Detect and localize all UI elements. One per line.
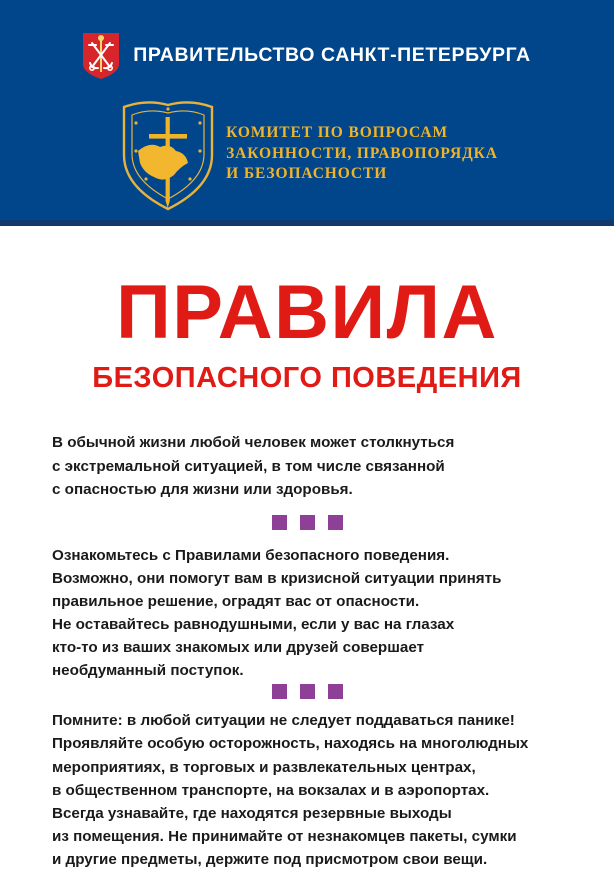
committee-line-2: ЗАКОННОСТИ, ПРАВОПОРЯДКА xyxy=(226,144,498,162)
committee-shield-emblem-icon xyxy=(116,95,220,213)
committee-line-1: КОМИТЕТ ПО ВОПРОСАМ xyxy=(226,124,448,142)
paragraph-vigilance-line-2: Проявляйте особую осторожность, находясь на многолюдных xyxy=(52,735,529,753)
government-title: ПРАВИТЕЛЬСТВО САНКТ-ПЕТЕРБУРГА xyxy=(133,44,531,67)
paragraph-rules-line-1: Ознакомьтесь с Правилами безопасного поведения. xyxy=(52,546,450,564)
divider-square xyxy=(300,684,315,699)
body-area xyxy=(0,431,614,871)
paragraph-rules-line-6: необдуманный поступок. xyxy=(52,662,244,680)
committee-row xyxy=(0,95,614,213)
paragraph-rules xyxy=(52,544,562,683)
divider-square xyxy=(300,515,315,530)
paragraph-vigilance-line-5: Всегда узнавайте, где находятся резервные выходы xyxy=(52,804,452,822)
divider-square xyxy=(328,684,343,699)
committee-line-3: И БЕЗОПАСНОСТИ xyxy=(226,165,388,183)
divider-square xyxy=(272,684,287,699)
paragraph-intro xyxy=(52,431,562,500)
divider-one xyxy=(52,515,562,530)
paragraph-intro-line-3: с опасностью для жизни или здоровья. xyxy=(52,480,353,498)
title-block xyxy=(0,270,614,395)
paragraph-rules-line-5: кто-то из ваших знакомых или друзей совершает xyxy=(52,639,425,657)
divider-square xyxy=(328,515,343,530)
paragraph-vigilance-line-3: мероприятиях, в торговых и развлекательных центрах, xyxy=(52,758,476,776)
paragraph-vigilance xyxy=(52,709,562,871)
page-title: ПРАВИЛА xyxy=(116,270,498,355)
paragraph-rules-line-4: Не оставайтесь равнодушными, если у вас на глазах xyxy=(52,616,455,634)
paragraph-intro-line-1: В обычной жизни любой человек может столкнуться xyxy=(52,434,455,452)
divider-square xyxy=(272,515,287,530)
paragraph-vigilance-line-6: из помещения. Не принимайте от незнакомцев пакеты, сумки xyxy=(52,827,517,845)
paragraph-vigilance-line-7: и другие предметы, держите под присмотром свои вещи. xyxy=(52,850,488,868)
paragraph-vigilance-line-4: в общественном транспорте, на вокзалах и в аэропортах. xyxy=(52,781,490,799)
paragraph-vigilance-line-1: Помните: в любой ситуации не следует поддаваться панике! xyxy=(52,712,515,730)
committee-title xyxy=(226,123,498,185)
government-row xyxy=(0,33,614,79)
paragraph-rules-line-3: правильное решение, оградят вас от опасности. xyxy=(52,592,420,610)
paragraph-rules-line-2: Возможно, они помогут вам в кризисной ситуации принять xyxy=(52,569,502,587)
page-subtitle: БЕЗОПАСНОГО ПОВЕДЕНИЯ xyxy=(92,362,522,395)
paragraph-intro-line-2: с экстремальной ситуацией, в том числе связанной xyxy=(52,457,445,475)
divider-two xyxy=(52,684,562,699)
header-band xyxy=(0,0,614,226)
spb-coat-of-arms-icon xyxy=(83,33,119,79)
